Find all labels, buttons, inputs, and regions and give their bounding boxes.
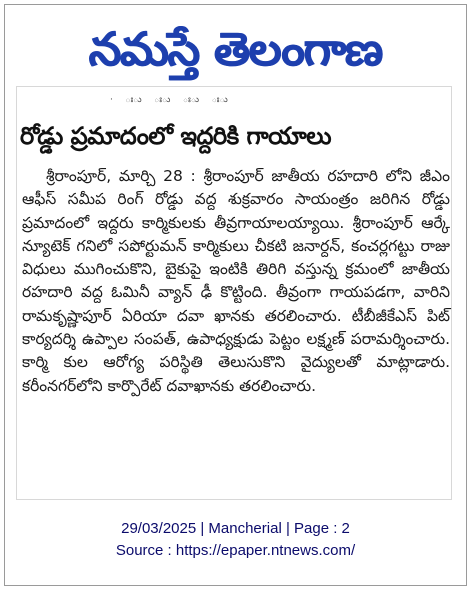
previous-article-cut-text: · ఃు ఃు ఃు ఃు bbox=[110, 96, 238, 104]
article-paragraph: శ్రీరాంపూర్, మార్చి 28 : శ్రీరాంపూర్ జాతీయ రహదారి లోని జీఎం ఆఫీస్ సమీప రింగ్ రోడ్డు వద్ద శుక్రవారం సాయంత్రం జరిగిన రోడ్డు ప్రమాదంలో ఇద్దరు కార్మికులకు తీవ్రగాయాలయ్యాయి. శ్రీరాంపూర్ ఆర్కే న్యూటెక్ గనిలో సపోర్టుమన్ కార్మికులు చీకటి జనార్దన్, కంచర్లగట్టు రాజు విధులు ముగించుకొని, బైకుపై ఇంటికి తిరిగి వస్తున్న క్రమంలో జాతీయ రహదారి వద్ద ఓమినీ వ్యాన్ ఢీ కొట్టింది. తీవ్రంగా గాయపడగా, వారిని రామకృష్ణాపూర్ ఏరియా దవా ఖానకు తరలించారు. టీబీజీకేఎస్ పిట్ కార్యదర్శి ఉప్పాల సంపత్, ఉపాధ్యక్షుడు పెట్టం లక్ష్మణ్ పరామర్శించారు. కార్మి కుల ఆరోగ్య పరిస్థితి తెలుసుకొని వైద్యులతో మాట్లాడారు. కరీంనగర్‌లోని కార్పొరేట్ దవాఖానకు తరలించారు. bbox=[22, 167, 450, 395]
source-link[interactable]: Source : https://epaper.ntnews.com/ bbox=[115, 542, 356, 559]
newspaper-masthead: నమస్తే తెలంగాణ bbox=[88, 22, 382, 76]
edition-info: 29/03/2025 | Mancherial | Page : 2 bbox=[121, 520, 350, 537]
article-headline: రోడ్డు ప్రమాదంలో ఇద్దరికి గాయాలు bbox=[20, 122, 332, 150]
source-footer bbox=[0, 518, 471, 562]
article-body bbox=[22, 165, 450, 495]
